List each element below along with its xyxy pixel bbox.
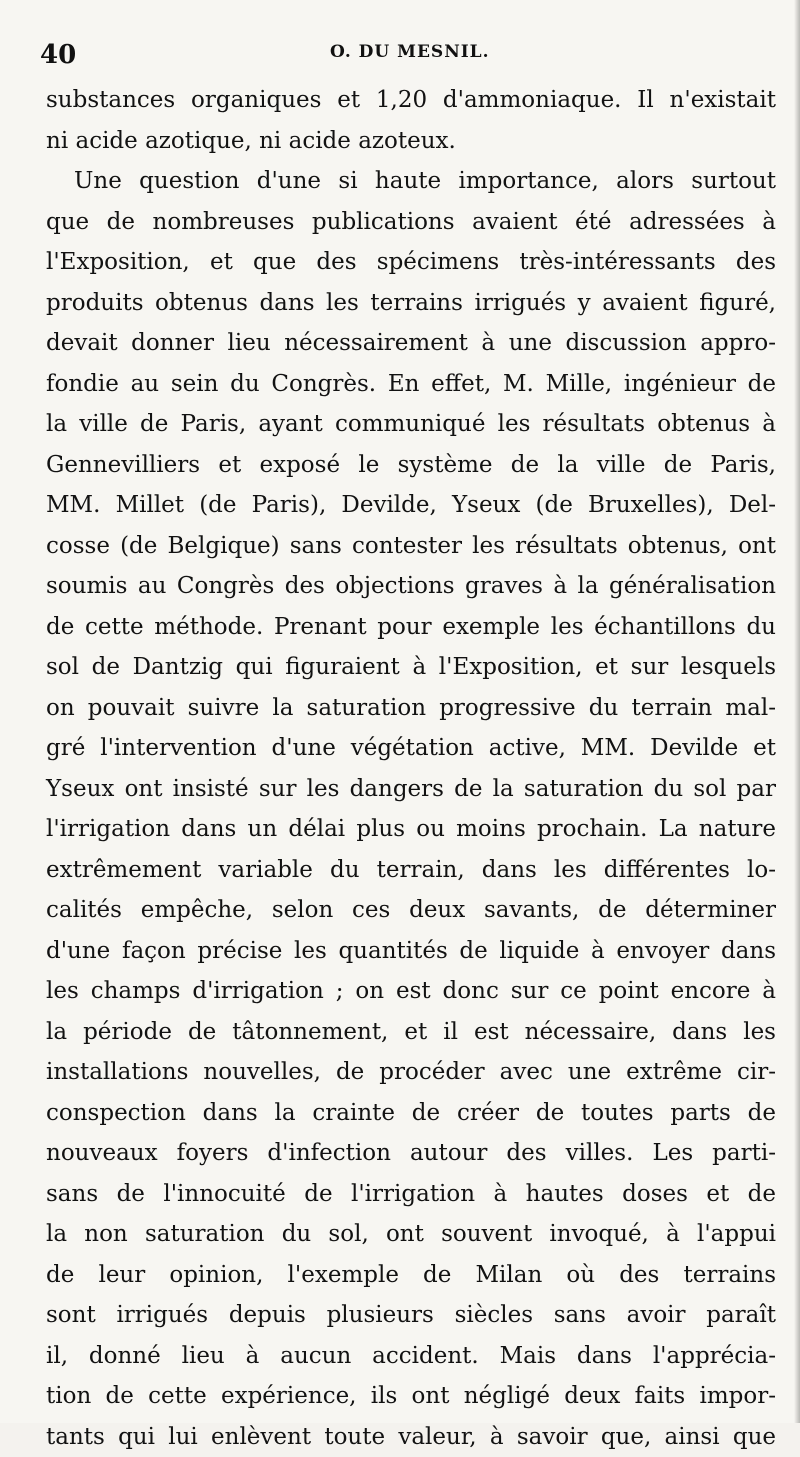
text-line: tion de cette expérience, ils ont négligé deux faits impor-	[46, 1376, 776, 1417]
text-line: devait donner lieu nécessairement à une discussion appro-	[46, 323, 776, 364]
text-line: sont irrigués depuis plusieurs siècles sans avoir paraît	[46, 1295, 776, 1336]
text-line: Gennevilliers et exposé le système de la ville de Paris,	[46, 445, 776, 486]
text-line: que de nombreuses publications avaient été adressées à	[46, 202, 776, 243]
text-line: substances organiques et 1,20 d'ammoniaque. Il n'existait	[46, 80, 776, 121]
text-line: sans de l'innocuité de l'irrigation à hautes doses et de	[46, 1174, 776, 1215]
page-number: 40	[40, 40, 76, 70]
text-line: calités empêche, selon ces deux savants, de déterminer	[46, 890, 776, 931]
text-line: fondie au sein du Congrès. En effet, M. Mille, ingénieur de	[46, 364, 776, 405]
text-line: cosse (de Belgique) sans contester les résultats obtenus, ont	[46, 526, 776, 567]
text-line: produits obtenus dans les terrains irrigués y avaient figuré,	[46, 283, 776, 324]
text-line: conspection dans la crainte de créer de toutes parts de	[46, 1093, 776, 1134]
text-line: nouveaux foyers d'infection autour des villes. Les parti-	[46, 1133, 776, 1174]
text-line: Yseux ont insisté sur les dangers de la saturation du sol par	[46, 769, 776, 810]
text-line: soumis au Congrès des objections graves à la généralisation	[46, 566, 776, 607]
text-line: la non saturation du sol, ont souvent invoqué, à l'appui	[46, 1214, 776, 1255]
text-line: gré l'intervention d'une végétation active, MM. Devilde et	[46, 728, 776, 769]
text-line: d'une façon précise les quantités de liquide à envoyer dans	[46, 931, 776, 972]
page-header	[0, 32, 800, 72]
text-line: Une question d'une si haute importance, alors surtout	[46, 161, 776, 202]
text-line: les champs d'irrigation ; on est donc sur ce point encore à	[46, 971, 776, 1012]
text-line: il, donné lieu à aucun accident. Mais dans l'apprécia-	[46, 1336, 776, 1377]
text-line: l'Exposition, et que des spécimens très-intéressants des	[46, 242, 776, 283]
text-line: ni acide azotique, ni acide azoteux.	[46, 121, 776, 162]
text-line: de cette méthode. Prenant pour exemple les échantillons du	[46, 607, 776, 648]
text-line: on pouvait suivre la saturation progressive du terrain mal-	[46, 688, 776, 729]
text-line: de leur opinion, l'exemple de Milan où des terrains	[46, 1255, 776, 1296]
text-line: MM. Millet (de Paris), Devilde, Yseux (de Bruxelles), Del-	[46, 485, 776, 526]
page-edge-shadow	[794, 0, 800, 1423]
text-line: l'irrigation dans un délai plus ou moins prochain. La nature	[46, 809, 776, 850]
text-line: installations nouvelles, de procéder avec une extrême cir-	[46, 1052, 776, 1093]
running-head: O. DU MESNIL.	[330, 42, 490, 62]
text-line: sol de Dantzig qui figuraient à l'Exposition, et sur lesquels	[46, 647, 776, 688]
body-text	[46, 80, 776, 1457]
text-line: la ville de Paris, ayant communiqué les résultats obtenus à	[46, 404, 776, 445]
text-line: la période de tâtonnement, et il est nécessaire, dans les	[46, 1012, 776, 1053]
text-line: extrêmement variable du terrain, dans les différentes lo-	[46, 850, 776, 891]
text-line: tants qui lui enlèvent toute valeur, à savoir que, ainsi que	[46, 1417, 776, 1457]
